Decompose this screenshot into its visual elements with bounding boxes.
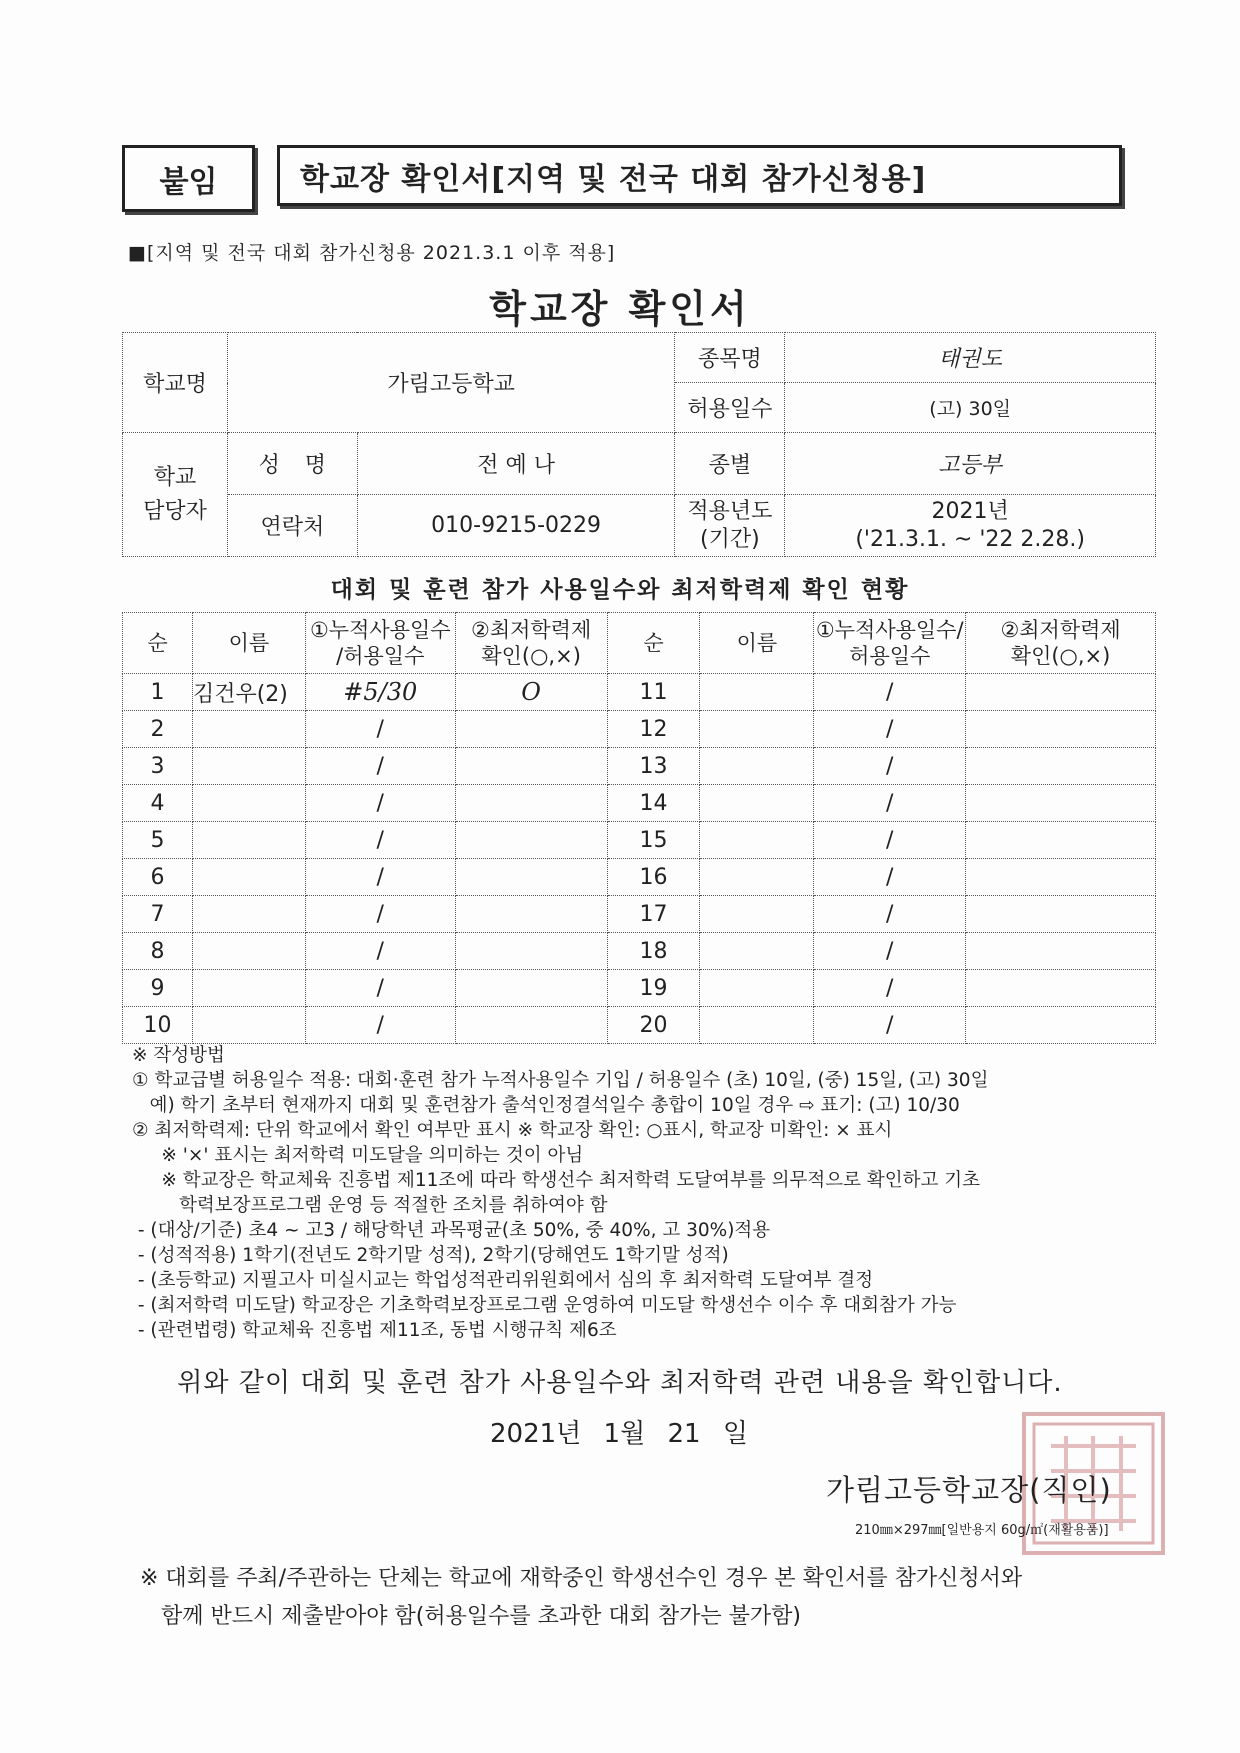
row-no-right: 20: [607, 1007, 700, 1044]
tagline: ■[지역 및 전국 대회 참가신청용 2021.3.1 이후 적용]: [128, 242, 616, 264]
period-value: ('21.3.1. ~ '22 2.28.): [855, 526, 1085, 552]
row-check: [455, 896, 607, 933]
page-title: 학교장 확인서: [489, 287, 751, 331]
note-line: 예) 학기 초부터 현재까지 대회 및 훈련참가 출석인정결석일수 총합이 10일 경우 ⇨ 표기: (고) 10/30: [132, 1095, 960, 1116]
row-name-right: [700, 822, 814, 859]
row-check-right: [966, 785, 1156, 822]
table-row: [123, 674, 1156, 711]
row-check: [455, 1007, 607, 1044]
row-name: 김건우(2): [192, 674, 305, 711]
row-check: [455, 859, 607, 896]
table-row: [123, 822, 1156, 859]
row-days-right: /: [814, 933, 966, 970]
paper-spec: 210㎜×297㎜[일반용지 60g/㎡(재활용품)]: [855, 1523, 1109, 1538]
row-name-right: [700, 896, 814, 933]
note-line: 학력보장프로그램 운영 등 적절한 조치를 취하여야 함: [132, 1195, 608, 1216]
note-line: - (대상/기준) 초4 ~ 고3 / 해당학년 과목평균(초 50%, 중 40%, 고 30%)적용: [132, 1220, 771, 1241]
header-days: ①누적사용일수 /허용일수: [305, 613, 455, 674]
row-no-right: 15: [607, 822, 700, 859]
note-line: ② 최저학력제: 단위 학교에서 확인 여부만 표시 ※ 학교장 확인: ○표시, 학교장 미확인: × 표시: [132, 1120, 893, 1141]
row-days-right: /: [814, 711, 966, 748]
row-no-right: 14: [607, 785, 700, 822]
row-name: [192, 933, 305, 970]
row-name: [192, 822, 305, 859]
table-row: [123, 896, 1156, 933]
school-value: 가림고등학교: [227, 333, 675, 433]
row-check-right: [966, 711, 1156, 748]
table-row: [123, 859, 1156, 896]
header-check-right: ②최저학력제 확인(○,×): [966, 613, 1156, 674]
confirm-text: 위와 같이 대회 및 훈련 참가 사용일수와 최저학력 관련 내용을 확인합니다.: [177, 1368, 1063, 1398]
row-name: [192, 896, 305, 933]
row-no: 8: [123, 933, 193, 970]
row-name-right: [700, 859, 814, 896]
row-name: [192, 748, 305, 785]
header-name-right: 이름: [700, 613, 814, 674]
status-title: 대회 및 훈련 참가 사용일수와 최저학력제 확인 현황: [330, 577, 910, 603]
row-name-right: [700, 674, 814, 711]
row-no: 5: [123, 822, 193, 859]
status-table: [122, 612, 1156, 1044]
row-days: #5/30: [305, 674, 455, 711]
school-label: 학교명: [123, 333, 228, 433]
row-no: 3: [123, 748, 193, 785]
manager-label: 학교 담당자: [123, 433, 228, 557]
row-no-right: 12: [607, 711, 700, 748]
row-no-right: 17: [607, 896, 700, 933]
header-days-right: ①누적사용일수/ 허용일수: [814, 613, 966, 674]
table-row: [123, 785, 1156, 822]
row-days: /: [305, 970, 455, 1007]
category-label: 종별: [675, 433, 785, 495]
header-name: 이름: [192, 613, 305, 674]
row-days: /: [305, 896, 455, 933]
header-no-right: 순: [607, 613, 700, 674]
row-check-right: [966, 748, 1156, 785]
row-no: 1: [123, 674, 193, 711]
row-name-right: [700, 1007, 814, 1044]
row-name-right: [700, 785, 814, 822]
row-days: /: [305, 933, 455, 970]
row-days-right: /: [814, 859, 966, 896]
document-title: 학교장 확인서[지역 및 전국 대회 참가신청용]: [277, 145, 1122, 206]
table-header: [123, 613, 1156, 674]
row-name: [192, 1007, 305, 1044]
row-days: /: [305, 711, 455, 748]
category-value: 고등부: [785, 433, 1156, 495]
row-check-right: [966, 933, 1156, 970]
row-no: 2: [123, 711, 193, 748]
row-days: /: [305, 859, 455, 896]
note-line: - (최저학력 미도달) 학교장은 기초학력보장프로그램 운영하여 미도달 학생선수 이수 후 대회참가 가능: [132, 1295, 957, 1316]
year-label: 적용년도 (기간): [675, 495, 785, 557]
attachment-label: 붙임: [122, 145, 255, 212]
row-no: 7: [123, 896, 193, 933]
row-days-right: /: [814, 674, 966, 711]
issue-date: 2021년 1월 21 일: [490, 1419, 748, 1449]
row-days-right: /: [814, 896, 966, 933]
row-days-right: /: [814, 970, 966, 1007]
table-row: [123, 711, 1156, 748]
note-line: ※ 작성방법: [132, 1045, 225, 1066]
row-no-right: 13: [607, 748, 700, 785]
row-no: 9: [123, 970, 193, 1007]
note-line: ※ '×' 표시는 최저학력 미도달을 의미하는 것이 아님: [132, 1145, 584, 1166]
row-check: [455, 711, 607, 748]
note-line: - (관련법령) 학교체육 진흥법 제11조, 동법 시행규칙 제6조: [132, 1320, 617, 1341]
row-name: [192, 859, 305, 896]
row-check: [455, 785, 607, 822]
row-no: 10: [123, 1007, 193, 1044]
allowed-label: 허용일수: [675, 383, 785, 433]
note-line: ① 학교급별 허용일수 적용: 대회·훈련 참가 누적사용일수 기입 / 허용일수 (초) 10일, (중) 15일, (고) 30일: [132, 1070, 989, 1091]
row-check-right: [966, 859, 1156, 896]
row-check-right: [966, 896, 1156, 933]
table-row: [123, 970, 1156, 1007]
row-no-right: 16: [607, 859, 700, 896]
row-check: [455, 933, 607, 970]
row-days-right: /: [814, 1007, 966, 1044]
table-row: [123, 933, 1156, 970]
year-value: 2021년: [931, 498, 1009, 524]
name-value: 전 예 나: [357, 433, 675, 495]
row-days-right: /: [814, 822, 966, 859]
row-name-right: [700, 933, 814, 970]
row-days: /: [305, 1007, 455, 1044]
table-row: [123, 748, 1156, 785]
row-days: /: [305, 785, 455, 822]
row-name-right: [700, 748, 814, 785]
row-days-right: /: [814, 785, 966, 822]
footer-note: ※ 대회를 주최/주관하는 단체는 학교에 재학중인 학생선수인 경우 본 확인서를 참가신청서와 함께 반드시 제출받아야 함(허용일수를 초과한 대회 참가는 불가함): [140, 1566, 1023, 1629]
event-value: 태권도: [785, 333, 1156, 383]
row-check: O: [455, 674, 607, 711]
row-name: [192, 711, 305, 748]
row-name-right: [700, 711, 814, 748]
row-check: [455, 822, 607, 859]
row-days: /: [305, 748, 455, 785]
info-table: [122, 332, 1156, 557]
row-no-right: 11: [607, 674, 700, 711]
row-check-right: [966, 970, 1156, 1007]
row-name-right: [700, 970, 814, 1007]
header-check: ②최저학력제 확인(○,×): [455, 613, 607, 674]
row-no-right: 19: [607, 970, 700, 1007]
row-check-right: [966, 674, 1156, 711]
contact-value: 010-9215-0229: [357, 495, 675, 557]
row-days: /: [305, 822, 455, 859]
name-label: 성 명: [227, 433, 357, 495]
row-check-right: [966, 1007, 1156, 1044]
allowed-value: (고) 30일: [785, 383, 1156, 433]
event-label: 종목명: [675, 333, 785, 383]
note-line: ※ 학교장은 학교체육 진흥법 제11조에 따라 학생선수 최저학력 도달여부를 의무적으로 확인하고 기초: [132, 1170, 980, 1191]
contact-label: 연락처: [227, 495, 357, 557]
row-no: 6: [123, 859, 193, 896]
row-check: [455, 748, 607, 785]
notes: [132, 1043, 1162, 1343]
row-no-right: 18: [607, 933, 700, 970]
row-name: [192, 970, 305, 1007]
row-name: [192, 785, 305, 822]
row-check-right: [966, 822, 1156, 859]
row-no: 4: [123, 785, 193, 822]
row-days-right: /: [814, 748, 966, 785]
note-line: - (성적적용) 1학기(전년도 2학기말 성적), 2학기(당해연도 1학기말 성적): [132, 1245, 729, 1266]
table-row: [123, 1007, 1156, 1044]
signer: 가림고등학교장(직인): [826, 1473, 1112, 1507]
row-check: [455, 970, 607, 1007]
header-no: 순: [123, 613, 193, 674]
note-line: - (초등학교) 지필고사 미실시교는 학업성적관리위원회에서 심의 후 최저학력 도달여부 결정: [132, 1270, 874, 1291]
year-cell: [785, 495, 1156, 557]
